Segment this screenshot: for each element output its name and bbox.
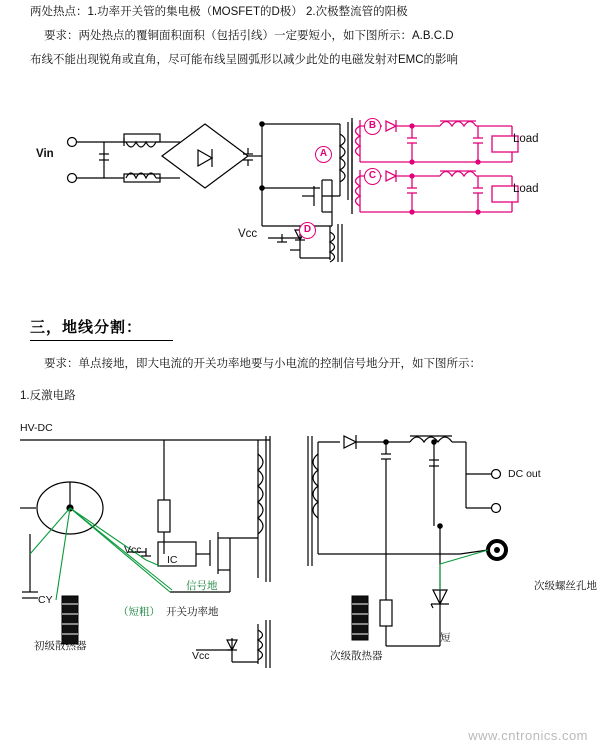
top-text-line-2: 要求：两处热点的覆铜面积面积（包括引线）一定要短小，如下图所示：A.B.C.D [44,30,454,42]
cy-label: CY [38,594,53,606]
vcc-label-top: Vcc [238,228,258,240]
short-label: 短 [440,632,451,644]
load-label-2: Load [513,183,539,195]
vcc-label-left-top: Vcc [124,544,142,556]
top-text-line-1: 两处热点：1.功率开关管的集电极（MOSFET的D极） 2.次极整流管的阳极 [30,6,408,18]
section-three-requirement: 要求：单点接地，即大电流的开关功率地要与小电流的控制信号地分开，如下图所示： [44,358,481,370]
short-thick-label: （短粗） [118,606,160,618]
section-three-heading: 三，地线分割： [30,319,143,336]
ic-label: IC [167,554,178,566]
secondary-screw-hole-label: 次级螺丝孔地 [534,580,597,592]
marker-d: D [299,222,316,239]
signal-ground-label: 信号地 [186,580,218,592]
section-three-subtitle: 1.反激电路 [20,390,76,402]
load-label-1: Load [513,133,539,145]
secondary-heatsink-label: 次级散热器 [330,650,383,662]
bottom-circuit-diagram [0,414,600,714]
hv-dc-label: HV-DC [20,422,53,434]
watermark: www.cntronics.com [468,728,588,743]
vin-label: Vin [36,148,54,160]
primary-heatsink-label: 初级散热器 [34,640,87,652]
vcc-label-left-bottom: Vcc [192,650,210,662]
top-circuit-diagram [0,108,600,268]
heading-underline [30,340,173,341]
marker-b: B [364,118,381,135]
marker-a: A [315,146,332,163]
switch-power-ground-label: 开关功率地 [166,606,219,618]
top-text-line-3: 布线不能出现锐角或直角，尽可能布线呈圆弧形以减少此处的电磁发射对EMC的影响 [30,54,459,66]
dc-out-label: DC out [508,468,541,480]
marker-c: C [364,168,381,185]
